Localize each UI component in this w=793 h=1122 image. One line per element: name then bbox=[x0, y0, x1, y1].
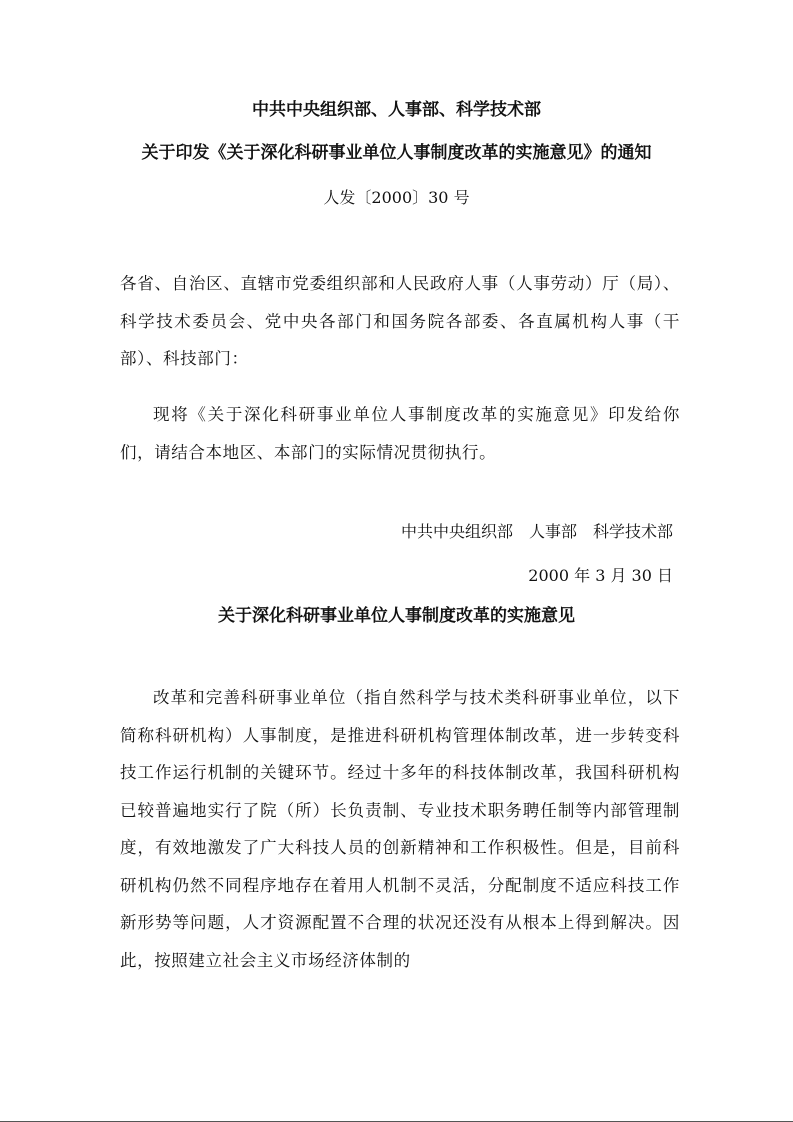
opinion-title: 关于深化科研事业单位人事制度改革的实施意见 bbox=[218, 606, 575, 626]
addressees-paragraph: 各省、自治区、直辖市党委组织部和人民政府人事（人事劳动）厅（局）、科学技术委员会、党中央各部门和国务院各部委、各直属机构人事（干部）、科技部门： bbox=[120, 274, 680, 368]
notice-body-paragraph: 现将《关于深化科研事业单位人事制度改革的实施意见》印发给你们，请结合本地区、本部门的实际情况贯彻执行。 bbox=[120, 405, 680, 462]
issue-date: 2000 年 3 月 30 日 bbox=[528, 566, 673, 585]
title-line-1: 中共中央组织部、人事部、科学技术部 bbox=[252, 100, 541, 120]
signatory: 中共中央组织部 人事部 科学技术部 bbox=[400, 522, 673, 541]
title-line-2: 关于印发《关于深化科研事业单位人事制度改革的实施意见》的通知 bbox=[141, 143, 652, 163]
document-number: 人发〔2000〕30 号 bbox=[323, 188, 470, 207]
opinion-paragraph-1: 改革和完善科研事业单位（指自然科学与技术类科研事业单位，以下简称科研机构）人事制度，是推进科研机构管理体制改革，进一步转变科技工作运行机制的关键环节。经过十多年的科技体制改革，我国科研机构已较普遍地实行了院（所）长负责制、专业技术职务聘任制等内部管理制度，有效地激发了广大科技人员的创新精神和工作积极性。但是，目前科研机构仍然不同程序地存在着用人机制不灵活，分配制度不适应科技工作新形势等问题，人才资源配置不合理的状况还没有从根本上得到解决。因此，按照建立社会主义市场经济体制的 bbox=[120, 688, 680, 970]
